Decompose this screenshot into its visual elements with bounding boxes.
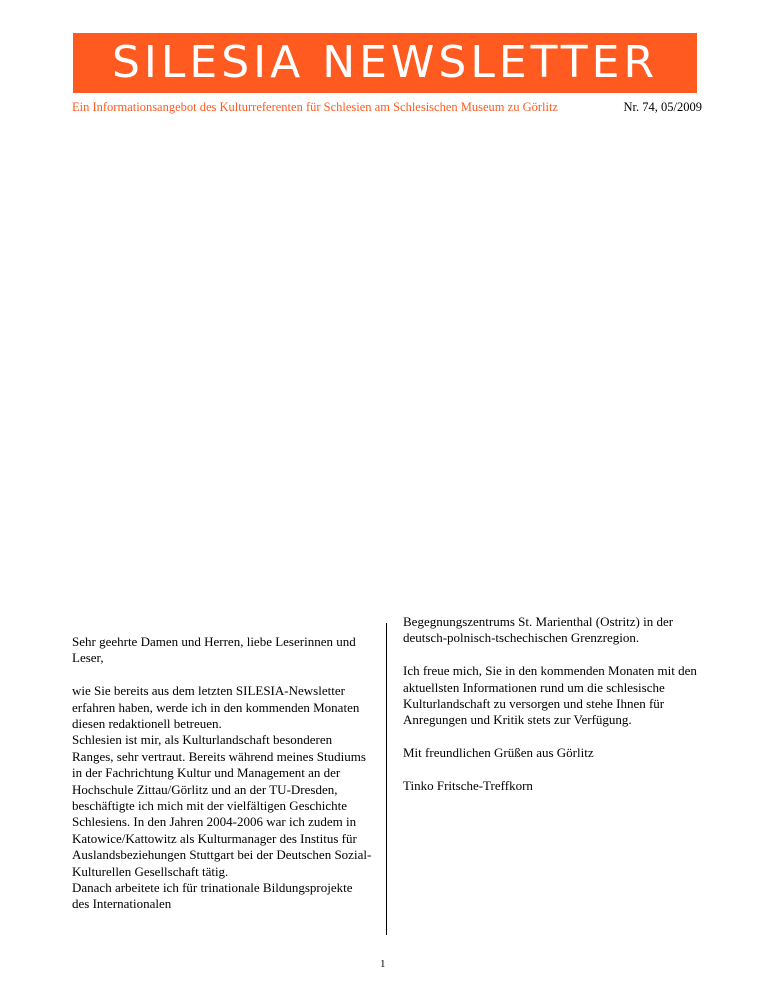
letter-paragraph-3: Danach arbeitete ich für trinationale Bildungsprojekte des Internationalen — [72, 880, 353, 912]
salutation: Sehr geehrte Damen und Herren, liebe Leserinnen und Leser, — [72, 634, 356, 666]
letter-paragraph-3-continued: Begegnungszentrums St. Marienthal (Ostritz) in der deutsch-polnisch-tschechischen Grenzregion. — [403, 614, 674, 646]
issue-number: Nr. 74, 05/2009 — [623, 100, 702, 114]
letter-closing: Mit freundlichen Grüßen aus Görlitz — [403, 745, 594, 761]
letter-paragraph-1: wie Sie bereits aus dem letzten SILESIA-Newsletter erfahren haben, werde ich in den kommenden Monaten diesen redaktionell betreuen. — [72, 683, 360, 732]
letter-paragraph-4: Ich freue mich, Sie in den kommenden Monaten mit den aktuellsten Informationen rund um die schlesische Kulturlandschaft zu versorgen und stehe Ihnen für Anregungen und Kritik stets zur Verfügung. — [403, 663, 697, 728]
newsletter-subtitle: Ein Informationsangebot des Kulturreferenten für Schlesien am Schlesischen Museum zu Görlitz — [72, 100, 558, 114]
newsletter-title: SILESIA NEWSLETTER — [111, 37, 659, 88]
newsletter-banner — [73, 33, 697, 93]
letter-paragraph-2: Schlesien ist mir, als Kulturlandschaft besonderen Ranges, sehr vertraut. Bereits während meines Studiums in der Fachrichtung Kultur und Management an der Hochschule Zittau/Görlitz und an der TU-Dresden, beschäftigte ich mich mit der vielfältigen Geschichte Schlesiens. In den Jahren 2004-2006 war ich zudem in Katowice/Kattowitz als Kulturmanager des Institus für Auslandsbeziehungen Stuttgart bei der Deutschen Sozial-Kulturellen Gesellschaft tätig. — [72, 732, 372, 879]
letter-column-right — [403, 614, 708, 794]
column-divider — [386, 623, 387, 935]
letter-signature: Tinko Fritsche-Treffkorn — [403, 778, 533, 794]
page-number: 1 — [380, 958, 386, 970]
letter-column-left — [72, 634, 372, 913]
